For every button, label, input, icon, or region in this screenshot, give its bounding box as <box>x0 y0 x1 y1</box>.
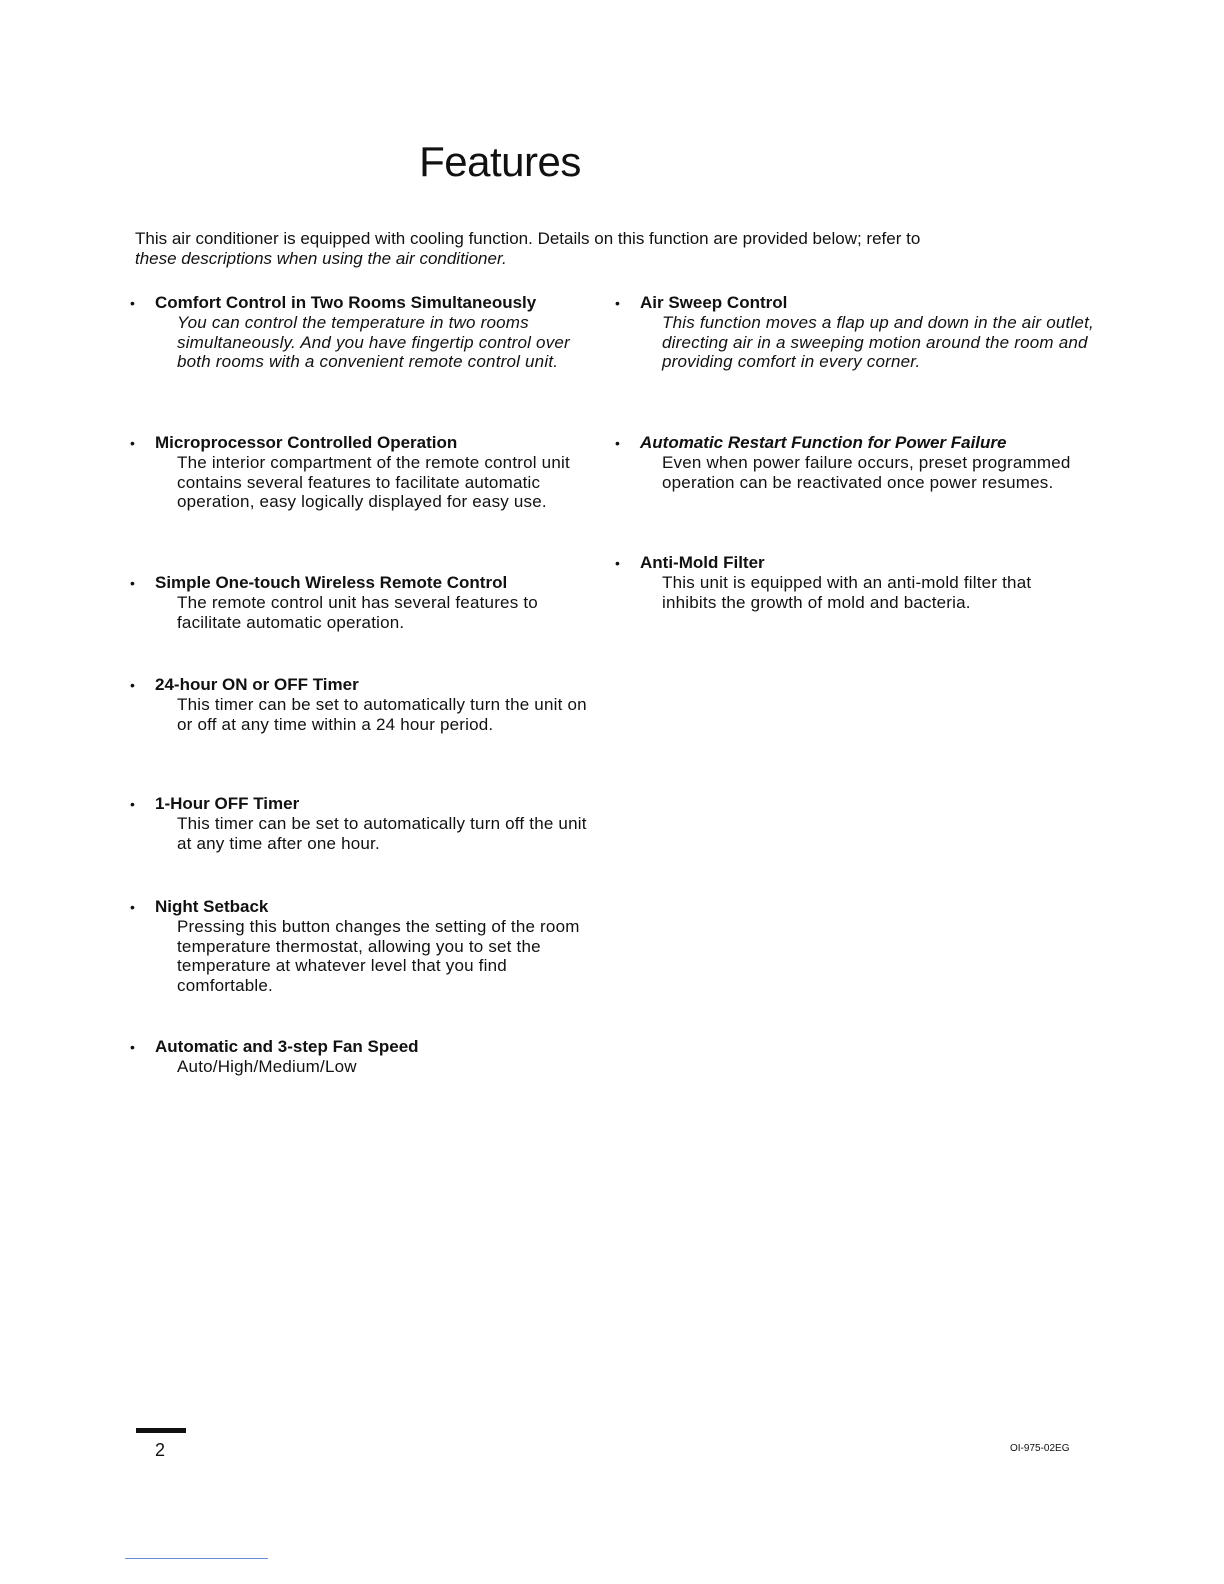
feature-heading: 24-hour ON or OFF Timer <box>155 675 359 694</box>
bullet: • <box>615 555 620 571</box>
feature-description: You can control the temperature in two rooms simultaneously. And you have fingertip control over both rooms with a convenient remote control unit. <box>177 313 570 372</box>
feature-heading: Comfort Control in Two Rooms Simultaneously <box>155 293 537 312</box>
feature-heading: Simple One-touch Wireless Remote Control <box>155 573 508 592</box>
bullet: • <box>130 677 135 693</box>
feature-description: Auto/High/Medium/Low <box>177 1057 357 1076</box>
bullet: • <box>615 435 620 451</box>
feature-description: This unit is equipped with an anti-mold filter that inhibits the growth of mold and bacteria. <box>662 573 1032 612</box>
feature-description: Pressing this button changes the setting of the room temperature thermostat, allowing you to set the temperature at whatever level that you find comfortable. <box>177 917 580 995</box>
link-underline <box>125 1558 268 1559</box>
feature-heading: Automatic and 3-step Fan Speed <box>155 1037 419 1056</box>
bullet: • <box>130 575 135 591</box>
page-number: 2 <box>155 1440 166 1460</box>
bullet: • <box>130 295 135 311</box>
document-code: OI-975-02EG <box>1010 1443 1070 1454</box>
feature-description: Even when power failure occurs, preset programmed operation can be reactivated once power resumes. <box>662 453 1071 492</box>
intro-line-1: This air conditioner is equipped with cooling function. Details on this function are provided below; refer to <box>135 229 921 248</box>
feature-description: This function moves a flap up and down in the air outlet, directing air in a sweeping motion around the room and providing comfort in every corner. <box>662 313 1094 372</box>
feature-heading: Air Sweep Control <box>640 293 788 312</box>
feature-heading: Anti-Mold Filter <box>640 553 765 572</box>
bullet: • <box>130 899 135 915</box>
feature-heading: 1-Hour OFF Timer <box>155 794 300 813</box>
footer-rule <box>136 1428 186 1433</box>
feature-description: This timer can be set to automatically turn off the unit at any time after one hour. <box>177 814 587 853</box>
bullet: • <box>130 1039 135 1055</box>
bullet: • <box>130 435 135 451</box>
feature-heading: Night Setback <box>155 897 269 916</box>
intro-line-2: these descriptions when using the air conditioner. <box>135 249 507 268</box>
feature-heading: Automatic Restart Function for Power Failure <box>640 433 1007 452</box>
feature-description: The remote control unit has several features to facilitate automatic operation. <box>177 593 538 632</box>
intro-paragraph <box>135 229 1095 269</box>
page-title: Features <box>419 138 581 185</box>
bullet: • <box>615 295 620 311</box>
feature-description: This timer can be set to automatically turn the unit on or off at any time within a 24 hour period. <box>177 695 587 734</box>
feature-description: The interior compartment of the remote control unit contains several features to facilitate automatic operation, easy logically displayed for easy use. <box>177 453 570 512</box>
bullet: • <box>130 796 135 812</box>
feature-heading: Microprocessor Controlled Operation <box>155 433 458 452</box>
